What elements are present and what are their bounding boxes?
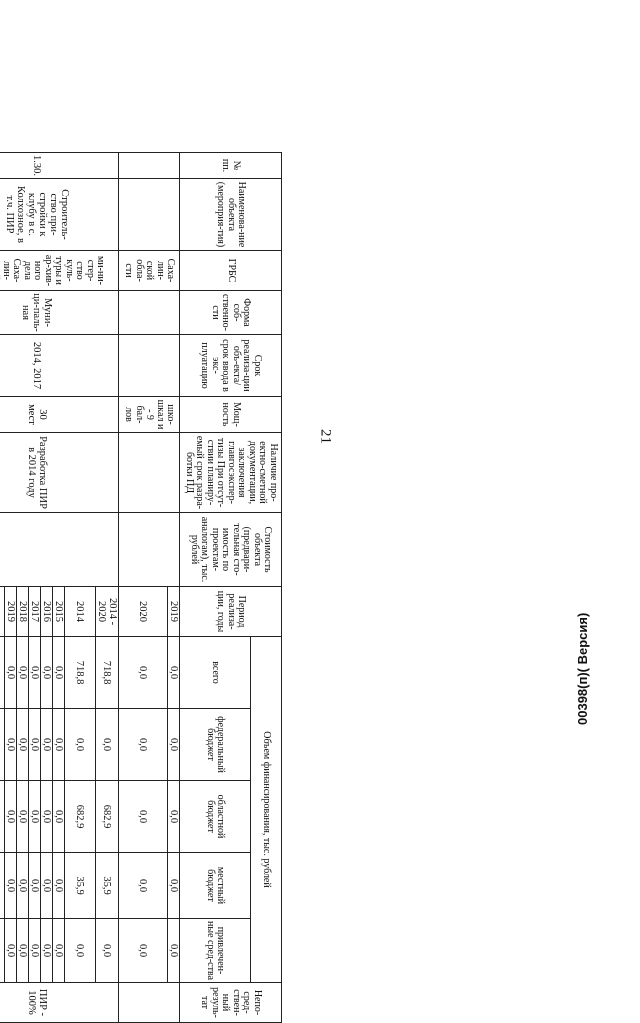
total-cell: 0,0	[16, 637, 28, 709]
federal-cell: 0,0	[167, 709, 179, 781]
total-cell: 0,0	[118, 637, 167, 709]
attracted-cell: 0,0	[167, 919, 179, 983]
regional-cell: 0,0	[4, 781, 16, 853]
header-row-1	[251, 153, 282, 1023]
page-number: 21	[317, 429, 334, 444]
header-funding: Объем финансирования, тыс. рублей	[251, 637, 282, 983]
attracted-cell: 0,0	[64, 919, 95, 983]
federal-cell: 0,0	[40, 709, 52, 781]
local-cell: 0,0	[167, 853, 179, 919]
header-regional: областной бюджет	[180, 781, 251, 853]
total-cell: 0,0	[167, 637, 179, 709]
row-number: 1.30.	[0, 153, 118, 179]
local-cell: 0,0	[28, 853, 40, 919]
total-cell: 718,8	[95, 637, 118, 709]
federal-cell: 0,0	[64, 709, 95, 781]
regional-cell: 0,0	[118, 781, 167, 853]
federal-cell: 0,0	[52, 709, 64, 781]
local-cell: 35,9	[95, 853, 118, 919]
regional-cell	[0, 781, 4, 853]
local-cell: 0,0	[52, 853, 64, 919]
power-cell: 30 мест	[0, 397, 118, 433]
federal-cell: 0,0	[28, 709, 40, 781]
header-period: Период реализа-ции, годы	[180, 587, 282, 637]
rotated-table-page	[0, 152, 282, 1018]
header-local: местный бюджет	[180, 853, 251, 919]
result-cell: ПИР - 100%	[0, 983, 118, 1023]
total-cell: 0,0	[52, 637, 64, 709]
federal-cell: 0,0	[4, 709, 16, 781]
table-row	[167, 153, 179, 1023]
year-cell: 2020	[118, 587, 167, 637]
local-cell: 35,9	[64, 853, 95, 919]
header-psd: Наличие про-ектно-сметной документации, заключения главгосэкспер-тизы При отсут-ствии планиру-емый срок разра-ботки ПД	[180, 433, 282, 513]
total-cell: 0,0	[40, 637, 52, 709]
header-form: Форма соб-ственно-сти	[180, 291, 282, 335]
year-cell: 2016	[40, 587, 52, 637]
attracted-cell: 0,0	[40, 919, 52, 983]
local-cell: 0,0	[40, 853, 52, 919]
header-name: Наименова-ние объекта (мероприя-тия)	[180, 179, 282, 251]
regional-cell: 0,0	[52, 781, 64, 853]
attracted-cell: 0,0	[95, 919, 118, 983]
total-cell: 0,0	[4, 637, 16, 709]
header-grbs: ГРБС	[180, 251, 282, 291]
federal-cell: 0,0	[95, 709, 118, 781]
header-total: всего	[180, 637, 251, 709]
page-number-area	[305, 0, 345, 903]
ownership-form: Муни-ци-паль-ная	[0, 291, 118, 335]
regional-cell: 682,9	[64, 781, 95, 853]
year-cell: 2017	[28, 587, 40, 637]
table-row	[95, 153, 118, 1023]
year-cell: 2019	[167, 587, 179, 637]
object-name: Строитель-ство при-стройки к клубу в с. Колхозное, в т.ч. ПИР	[0, 179, 118, 251]
regional-cell: 0,0	[16, 781, 28, 853]
local-cell: 0,0	[4, 853, 16, 919]
year-cell: 2019	[4, 587, 16, 637]
document-version-label: 00398(п)( Версия)	[575, 612, 590, 725]
federal-cell	[0, 709, 4, 781]
header-result: Непо-сред-ствен-ный резуль-тат	[180, 983, 282, 1023]
total-cell: 0,0	[28, 637, 40, 709]
attracted-cell: 0,0	[52, 919, 64, 983]
total-cell: 718,8	[64, 637, 95, 709]
psd-cell: Разработка ПИР в 2014 году	[0, 433, 118, 513]
header-num: № пп.	[180, 153, 282, 179]
federal-cell: 0,0	[118, 709, 167, 781]
header-attracted: привлечен-ные сред-ства	[180, 919, 251, 983]
year-cell: 2014 - 2020	[95, 587, 118, 637]
header-power: Мощ-ность	[180, 397, 282, 433]
header-term: Срок реализа-ции объ-екта/срок ввода в экс-плуатацию	[180, 335, 282, 397]
attracted-cell: 0,0	[16, 919, 28, 983]
attracted-cell: 0,0	[118, 919, 167, 983]
year-cell	[0, 587, 4, 637]
attracted-cell: 0,0	[28, 919, 40, 983]
top-power: шко-шкал и - 9 бал-лов	[118, 397, 179, 433]
federal-cell: 0,0	[16, 709, 28, 781]
top-grbs: Саха-лин-ской обла-сти	[118, 251, 179, 291]
local-cell	[0, 853, 4, 919]
attracted-cell: 0,0	[4, 919, 16, 983]
funding-table	[0, 152, 282, 1023]
regional-cell: 0,0	[40, 781, 52, 853]
grbs-cell: ми-ни-стер-ство куль-туры и ар-хив-ного дела Саха-лин-	[0, 251, 118, 291]
local-cell: 0,0	[118, 853, 167, 919]
regional-cell: 682,9	[95, 781, 118, 853]
header-federal: федеральный бюджет	[180, 709, 251, 781]
year-cell: 2018	[16, 587, 28, 637]
year-cell: 2014	[64, 587, 95, 637]
regional-cell: 0,0	[28, 781, 40, 853]
local-cell: 0,0	[16, 853, 28, 919]
attracted-cell	[0, 919, 4, 983]
footer	[574, 425, 596, 725]
total-cell	[0, 637, 4, 709]
term-cell: 2014, 2017	[0, 335, 118, 397]
regional-cell: 0,0	[167, 781, 179, 853]
year-cell: 2015	[52, 587, 64, 637]
header-cost: Стоимость объекта (предвари-тельная сто-имость по проектам-аналогам), тыс. рублей	[180, 513, 282, 587]
